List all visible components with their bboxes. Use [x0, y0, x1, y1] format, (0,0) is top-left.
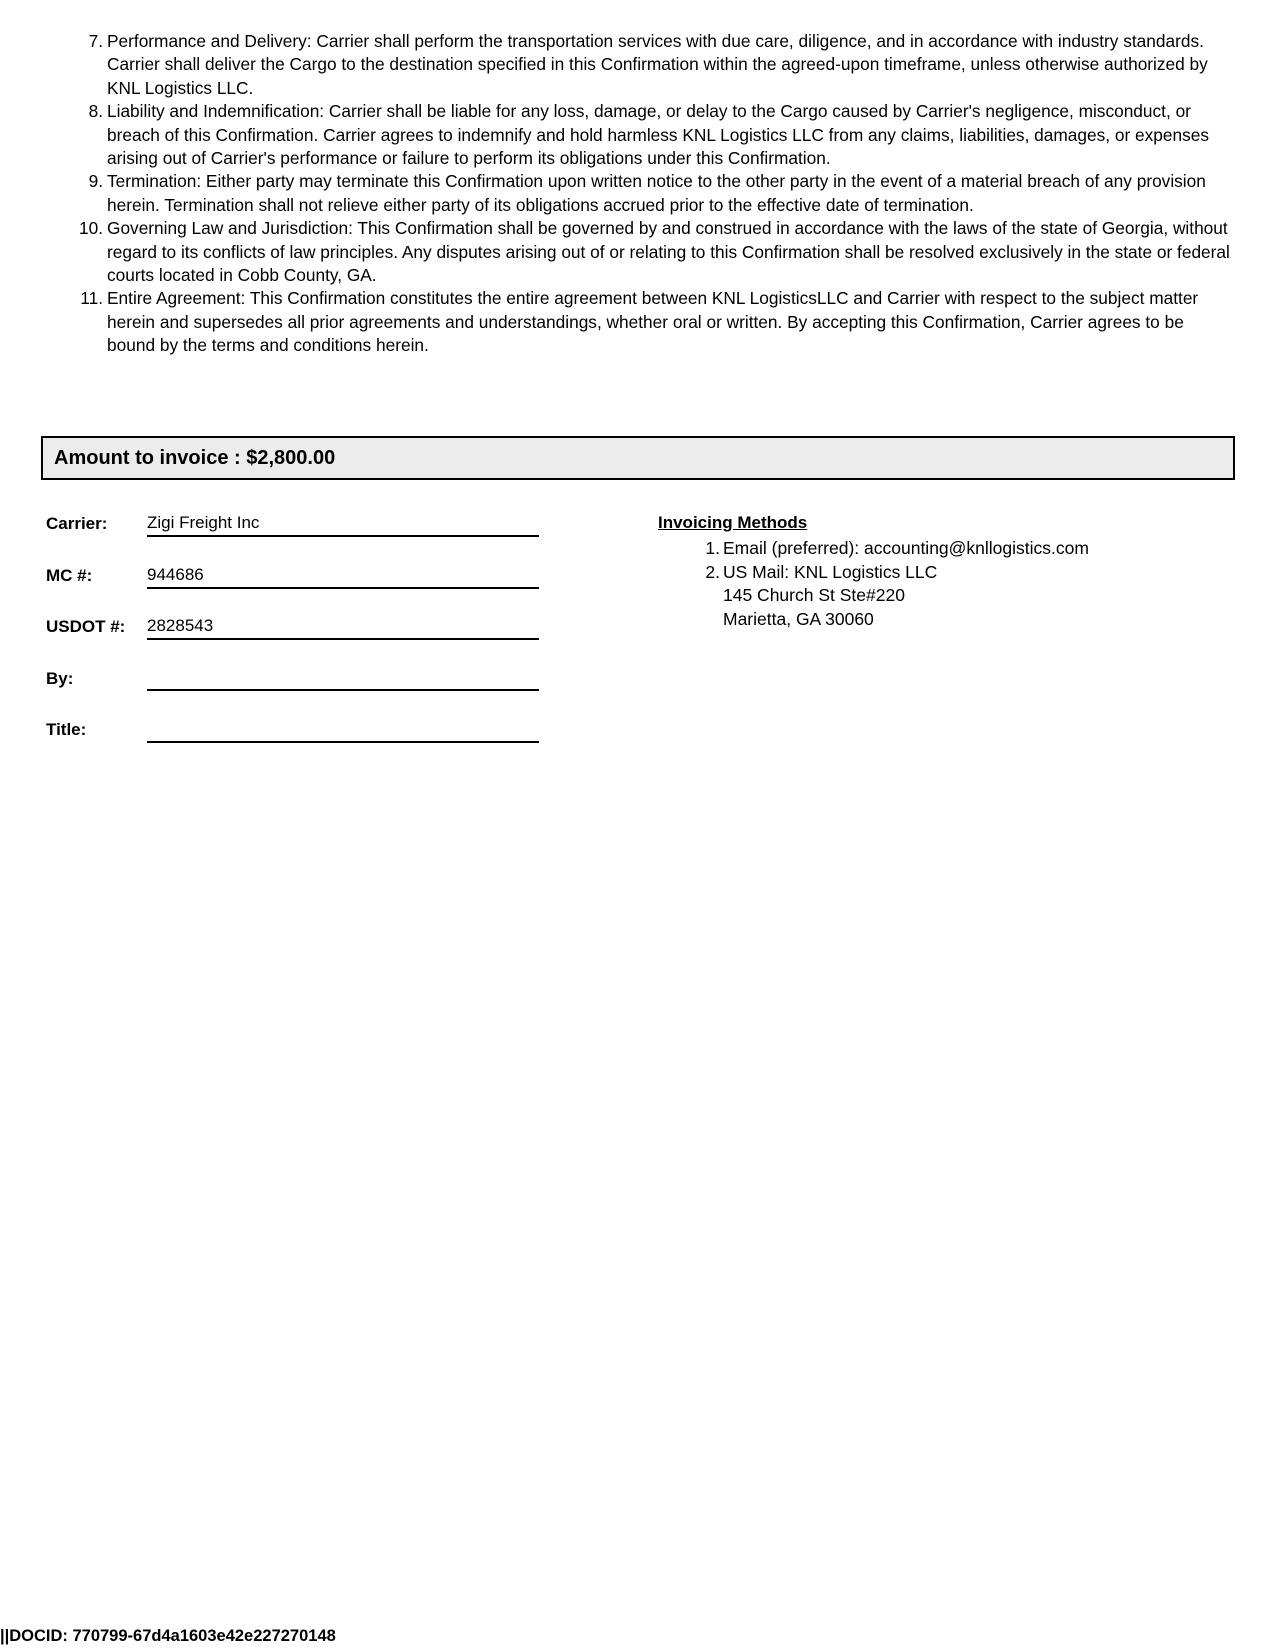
document-id: ||DOCID: 770799-67d4a1603e42e227270148: [0, 1627, 336, 1645]
method-email[interactable]: Email (preferred): accounting@knllogistics.com: [723, 538, 1089, 559]
mail-address-line2: Marietta, GA 30060: [723, 608, 874, 629]
mail-address-line1: 145 Church St Ste#220: [723, 585, 905, 606]
terms-list: [72, 30, 1232, 358]
by-label: By:: [46, 669, 74, 688]
term-text: Liability and Indemnification: Carrier shall be liable for any loss, damage, or delay to the Cargo caused by Carrier's negligence, misconduct, or breach of this Confirmation. Carrier agrees to indemnify and hold harmless KNL Logistics LLC from any claims, liabilities, damages, or expenses arising out of Carrier's performance or failure to perform its obligations under this Confirmation.: [107, 101, 1210, 169]
title-label: Title:: [46, 720, 87, 739]
term-number: 7.: [88, 31, 103, 51]
invoicing-methods-list: [658, 537, 1089, 584]
term-item: [72, 100, 1232, 170]
term-text: Termination: Either party may terminate this Confirmation upon written notice to the other party in the event of a material breach of any provision herein. Termination shall not relieve either party of its obligations accrued prior to the effective date of termination.: [107, 171, 1206, 215]
carrier-label: Carrier:: [46, 514, 108, 533]
method-number: 2.: [705, 561, 720, 582]
mc-field[interactable]: 944686: [147, 564, 539, 589]
term-number: 10.: [78, 218, 103, 239]
term-text: Performance and Delivery: Carrier shall perform the transportation services with due care, diligence, and in accordance with industry standards. Carrier shall deliver the Cargo to the destination specified in this Confirmation within the agreed-upon timeframe, unless otherwise authorized by KNL Logistics LLC.: [107, 31, 1208, 98]
title-field[interactable]: [147, 718, 539, 743]
invoicing-methods: [658, 511, 1089, 631]
term-number: 11.: [80, 288, 103, 309]
list-item: [658, 537, 1089, 560]
term-item: [72, 170, 1232, 217]
mc-label: MC #:: [46, 566, 93, 585]
usdot-field[interactable]: 2828543: [147, 615, 539, 640]
term-item: [72, 30, 1232, 100]
usdot-label: USDOT #:: [46, 617, 126, 636]
term-number: 9.: [88, 171, 103, 192]
by-signature-field[interactable]: [147, 666, 539, 691]
method-number: 1.: [705, 538, 720, 559]
list-item: [658, 561, 1089, 584]
term-text: Governing Law and Jurisdiction: This Confirmation shall be governed by and construed in accordance with the laws of the state of Georgia, without regard to its conflicts of law principles. Any disputes arising out of or relating to this Confirmation shall be resolved exclusively in the state or federal courts located in Cobb County, GA.: [107, 218, 1230, 286]
term-item: [72, 287, 1232, 357]
carrier-field[interactable]: Zigi Freight Inc: [147, 512, 539, 537]
term-number: 8.: [88, 101, 103, 122]
term-text: Entire Agreement: This Confirmation constitutes the entire agreement between KNL LogisticsLLC and Carrier with respect to the subject matter herein and supersedes all prior agreements and understandings, whether oral or written. By accepting this Confirmation, Carrier agrees to be bound by the terms and conditions herein.: [107, 288, 1199, 356]
term-item: [72, 217, 1232, 287]
amount-to-invoice-box: Amount to invoice : $2,800.00: [41, 436, 1235, 480]
method-mail: US Mail: KNL Logistics LLC: [723, 561, 938, 582]
invoicing-methods-title: Invoicing Methods: [658, 513, 808, 532]
